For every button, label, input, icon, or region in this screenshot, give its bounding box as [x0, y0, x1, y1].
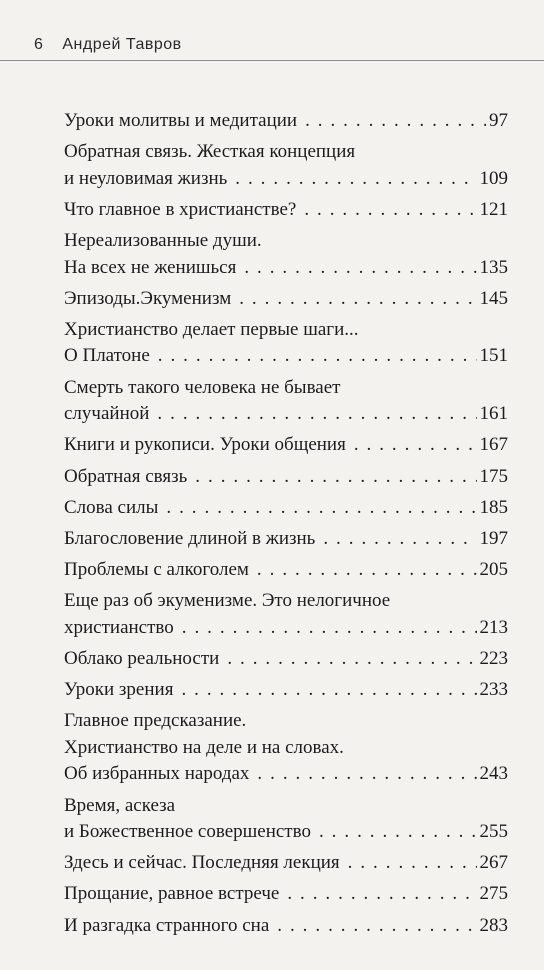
- toc-entry-title-line: Здесь и сейчас. Последняя лекция: [64, 852, 340, 874]
- toc-page-number: 167: [479, 434, 508, 456]
- toc-page-number: 223: [479, 647, 508, 669]
- dot-leader: [239, 286, 476, 313]
- toc-entry-title-line: и Божественное совершенство: [64, 821, 311, 842]
- dot-leader: [323, 526, 476, 553]
- toc-entry-title-line: И разгадка странного сна: [64, 914, 270, 936]
- toc-entry: [64, 317, 508, 370]
- author-name: Андрей Тавров: [62, 36, 182, 53]
- toc-entry-title-line: Обратная связь. Жесткая концепция: [64, 141, 356, 163]
- header-rule: [0, 60, 544, 61]
- toc-entry: [64, 881, 508, 908]
- toc-entry-title-line: О Платоне: [64, 345, 150, 367]
- toc-page-number: 121: [479, 198, 508, 220]
- toc-page-number: 109: [479, 167, 508, 189]
- dot-leader: [166, 495, 476, 522]
- toc-entry-title-line: Уроки молитвы и медитации: [64, 110, 298, 131]
- running-header: [34, 36, 182, 54]
- toc-entry: [64, 646, 508, 673]
- toc-entry-title-line: Об избранных народах: [64, 763, 250, 785]
- toc-page-number: 243: [479, 763, 508, 785]
- dot-leader: [257, 761, 476, 788]
- toc-entry: [64, 793, 508, 846]
- toc-entry: [64, 228, 508, 281]
- toc-entry: [64, 588, 508, 641]
- toc-page-number: 233: [479, 679, 508, 701]
- toc-entry: [64, 913, 508, 940]
- toc-page-number: 213: [479, 616, 508, 638]
- dot-leader: [319, 819, 477, 846]
- table-of-contents: [64, 108, 508, 944]
- dot-leader: [158, 343, 477, 370]
- toc-entry: [64, 526, 508, 553]
- toc-page-number: 267: [479, 852, 508, 874]
- toc-entry: [64, 677, 508, 704]
- toc-entry: [64, 708, 508, 788]
- toc-entry-title-line: Эпизоды.Экуменизм: [64, 287, 232, 309]
- dot-leader: [182, 615, 477, 642]
- toc-page-number: 151: [479, 345, 508, 367]
- toc-entry-title-line: Христианство на деле и на словах.: [64, 736, 344, 758]
- toc-entry-title-line: Главное предсказание.: [64, 710, 247, 732]
- toc-page-number: 97: [489, 110, 508, 131]
- dot-leader: [181, 677, 476, 704]
- toc-entry-title-line: Слова силы: [64, 496, 159, 518]
- toc-entry-title-line: Смерть такого человека не бывает: [64, 376, 341, 398]
- toc-entry-title-line: Прощание, равное встрече: [64, 883, 280, 905]
- toc-entry: [64, 464, 508, 491]
- dot-leader: [277, 913, 476, 940]
- toc-page-number: 185: [479, 496, 508, 518]
- toc-entry-title-line: Благословение длиной в жизнь: [64, 527, 316, 549]
- toc-entry-title-line: Обратная связь: [64, 465, 188, 487]
- toc-entry: [64, 432, 508, 459]
- toc-entry: [64, 197, 508, 224]
- toc-page-number: 145: [479, 287, 508, 309]
- toc-entry-title-line: Что главное в христианстве?: [64, 198, 297, 220]
- toc-entry-title-line: Проблемы с алкоголем: [64, 559, 249, 581]
- toc-entry-title-line: На всех не женишься: [64, 256, 237, 278]
- dot-leader: [305, 108, 486, 135]
- toc-entry: [64, 375, 508, 428]
- toc-page-number: 275: [479, 883, 508, 905]
- dot-leader: [227, 646, 476, 673]
- toc-entry: [64, 557, 508, 584]
- toc-entry-title-line: Облако реальности: [64, 647, 220, 669]
- toc-page-number: 197: [479, 527, 508, 549]
- toc-entry-title-line: Уроки зрения: [64, 679, 174, 701]
- toc-page-number: 175: [479, 465, 508, 487]
- toc-page-number: 161: [479, 403, 508, 425]
- dot-leader: [354, 432, 477, 459]
- dot-leader: [157, 401, 476, 428]
- toc-entry: [64, 850, 508, 877]
- toc-entry-title-line: Время, аскеза: [64, 794, 176, 816]
- dot-leader: [195, 464, 476, 491]
- dot-leader: [287, 881, 476, 908]
- dot-leader: [257, 557, 477, 584]
- toc-entry: [64, 139, 508, 192]
- toc-entry-title-line: случайной: [64, 403, 150, 425]
- toc-entry: [64, 495, 508, 522]
- dot-leader: [244, 255, 476, 282]
- dot-leader: [348, 850, 477, 877]
- toc-entry: [64, 286, 508, 313]
- toc-entry: [64, 108, 508, 135]
- toc-entry-title-line: Нереализованные души.: [64, 230, 262, 252]
- toc-page-number: 283: [479, 914, 508, 936]
- toc-entry-title-line: Книги и рукописи. Уроки общения: [64, 434, 346, 456]
- dot-leader: [235, 166, 476, 193]
- toc-page-number: 255: [479, 821, 508, 842]
- toc-entry-title-line: и неуловимая жизнь: [64, 167, 228, 189]
- toc-entry-title-line: Христианство делает первые шаги...: [64, 318, 359, 340]
- toc-entry-title-line: христианство: [64, 616, 174, 638]
- page-number: 6: [34, 36, 44, 53]
- toc-page-number: 205: [479, 559, 508, 581]
- dot-leader: [304, 197, 476, 224]
- toc-entry-title-line: Еще раз об экуменизме. Это нелогичное: [64, 590, 391, 612]
- toc-page-number: 135: [479, 256, 508, 278]
